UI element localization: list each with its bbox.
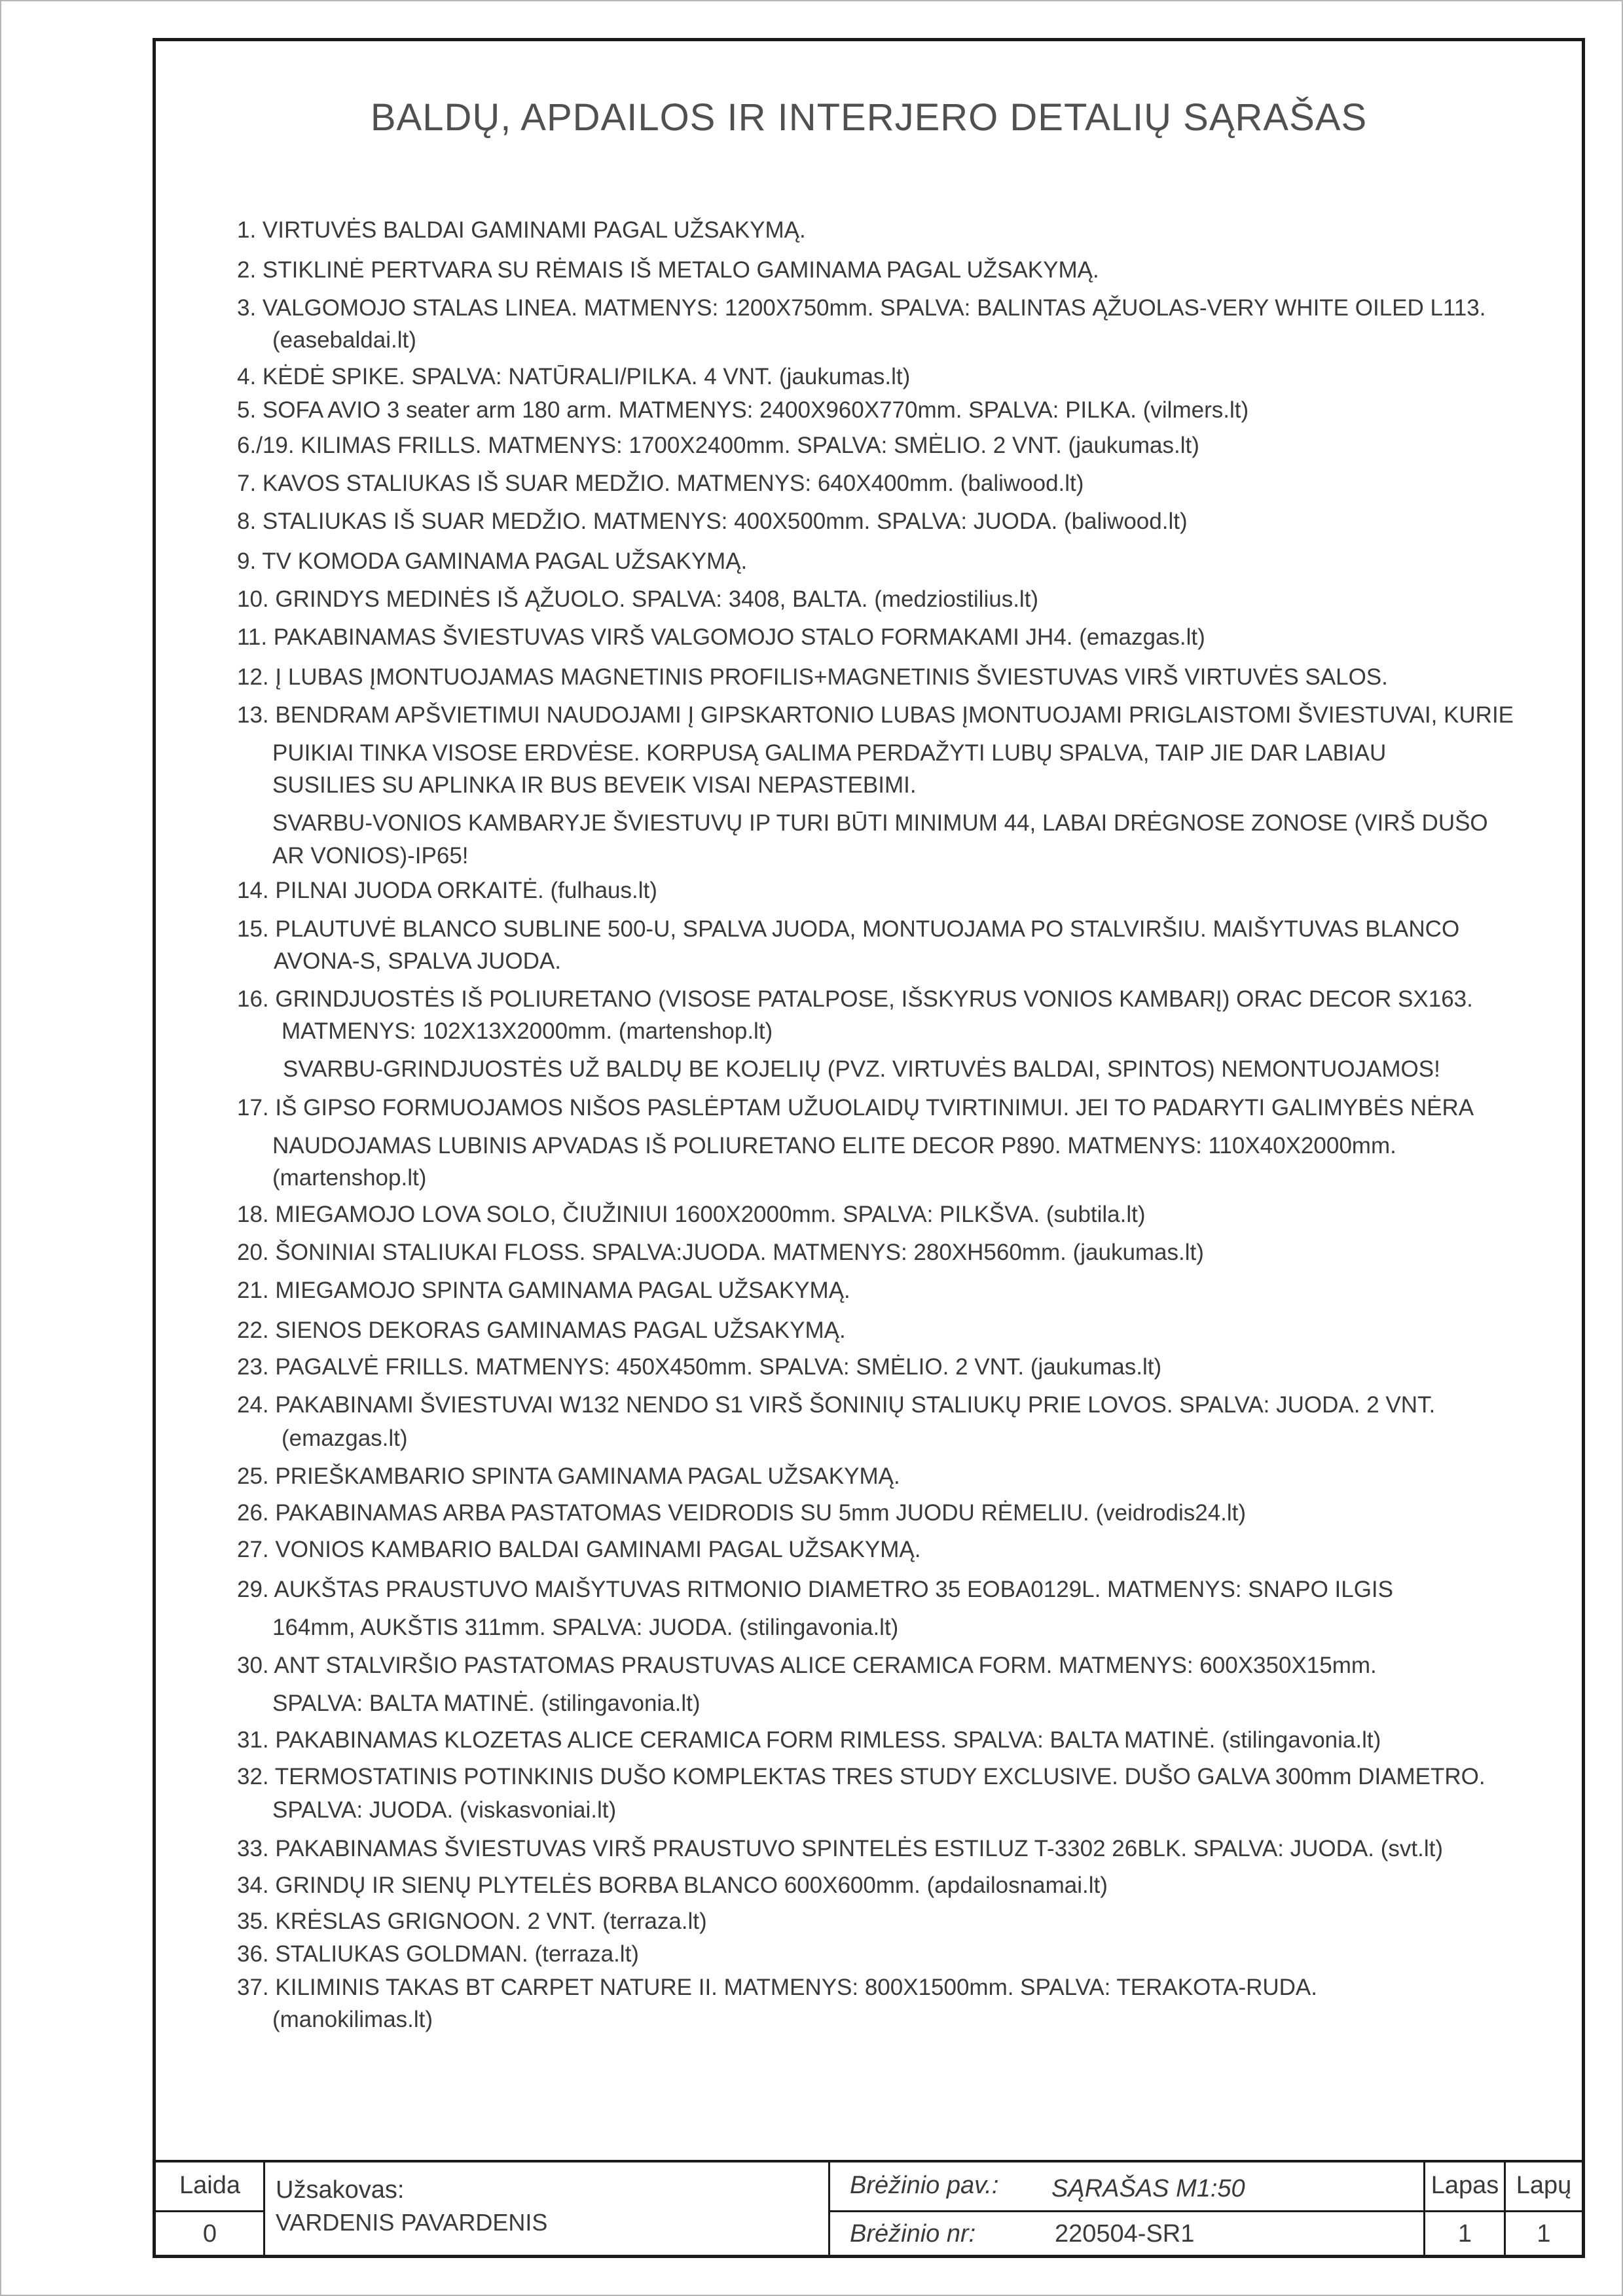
item-3-line-1: 3. VALGOMOJO STALAS LINEA. MATMENYS: 1200X750mm. SPALVA: BALINTAS ĄŽUOLAS-VERY WHITE OILED L113.: [237, 295, 1486, 321]
item-35-line-1: 35. KRĖSLAS GRIGNOON. 2 VNT. (terraza.lt): [237, 1909, 707, 1934]
item-22-line-1: 22. SIENOS DEKORAS GAMINAMAS PAGAL UŽSAKYMĄ.: [237, 1318, 846, 1343]
item-24-line-2: (emazgas.lt): [282, 1426, 408, 1451]
item-1-line-1: 1. VIRTUVĖS BALDAI GAMINAMI PAGAL UŽSAKYMĄ.: [237, 217, 806, 243]
item-2-line-1: 2. STIKLINĖ PERTVARA SU RĖMAIS IŠ METALO GAMINAMA PAGAL UŽSAKYMĄ.: [237, 257, 1099, 283]
item-24-line-1: 24. PAKABINAMI ŠVIESTUVAI W132 NENDO S1 VIRŠ ŠONINIŲ STALIUKŲ PRIE LOVOS. SPALVA: JUODA. 2 VNT.: [237, 1392, 1436, 1418]
item-6-19-line-1: 6./19. KILIMAS FRILLS. MATMENYS: 1700X2400mm. SPALVA: SMĖLIO. 2 VNT. (jaukumas.lt): [237, 433, 1199, 458]
item-11-line-1: 11. PAKABINAMAS ŠVIESTUVAS VIRŠ VALGOMOJO STALO FORMAKAMI JH4. (emazgas.lt): [237, 624, 1205, 650]
item-4-line-1: 4. KĖDĖ SPIKE. SPALVA: NATŪRALI/PILKA. 4 VNT. (jaukumas.lt): [237, 364, 911, 389]
item-23-line-1: 23. PAGALVĖ FRILLS. MATMENYS: 450X450mm. SPALVA: SMĖLIO. 2 VNT. (jaukumas.lt): [237, 1354, 1162, 1380]
item-12-line-1: 12. Į LUBAS ĮMONTUOJAMAS MAGNETINIS PROFILIS+MAGNETINIS ŠVIESTUVAS VIRŠ VIRTUVĖS SALOS.: [237, 664, 1388, 690]
item-16-line-1: 16. GRINDJUOSTĖS IŠ POLIURETANO (VISOSE PATALPOSE, IŠSKYRUS VONIOS KAMBARĮ) ORAC DECOR SX163.: [237, 986, 1473, 1012]
item-21-line-1: 21. MIEGAMOJO SPINTA GAMINAMA PAGAL UŽSAKYMĄ.: [237, 1278, 850, 1303]
sheet-value: 1: [1457, 2220, 1472, 2248]
laida-label: Laida: [179, 2172, 240, 2199]
drawing-name-label: Brėžinio pav.:: [850, 2172, 999, 2199]
item-18-line-1: 18. MIEGAMOJO LOVA SOLO, ČIUŽINIUI 1600X2000mm. SPALVA: PILKŠVA. (subtila.lt): [237, 1202, 1146, 1227]
item-13-line-1: 13. BENDRAM APŠVIETIMUI NAUDOJAMI Į GIPSKARTONIO LUBAS ĮMONTUOJAMI PRIGLAISTOMI ŠVIESTUVAI, KURIE: [237, 702, 1514, 728]
item-29-line-1: 29. AUKŠTAS PRAUSTUVO MAIŠYTUVAS RITMONIO DIAMETRO 35 EOBA0129L. MATMENYS: SNAPO ILGIS: [237, 1577, 1393, 1602]
title-block-mid-line-right: [829, 2210, 1585, 2212]
item-27-line-1: 27. VONIOS KAMBARIO BALDAI GAMINAMI PAGAL UŽSAKYMĄ.: [237, 1537, 921, 1562]
item-33-line-1: 33. PAKABINAMAS ŠVIESTUVAS VIRŠ PRAUSTUVO SPINTELĖS ESTILUZ T-3302 26BLK. SPALVA: JUODA. (svt.lt): [237, 1836, 1443, 1861]
item-31-line-1: 31. PAKABINAMAS KLOZETAS ALICE CERAMICA FORM RIMLESS. SPALVA: BALTA MATINĖ. (stilingavonia.lt): [237, 1727, 1381, 1753]
item-25-line-1: 25. PRIEŠKAMBARIO SPINTA GAMINAMA PAGAL UŽSAKYMĄ.: [237, 1463, 900, 1489]
item-32-line-1: 32. TERMOSTATINIS POTINKINIS DUŠO KOMPLEKTAS TRES STUDY EXCLUSIVE. DUŠO GALVA 300mm DIAMETRO.: [237, 1764, 1486, 1789]
item-8-line-1: 8. STALIUKAS IŠ SUAR MEDŽIO. MATMENYS: 400X500mm. SPALVA: JUODA. (baliwood.lt): [237, 509, 1188, 534]
item-3-line-2: (easebaldai.lt): [272, 327, 416, 353]
title-block-mid-line-left: [153, 2210, 264, 2212]
sheets-total-label: Lapų: [1516, 2172, 1572, 2199]
title-block-top-line: [153, 2160, 1585, 2162]
item-5-line-1: 5. SOFA AVIO 3 seater arm 180 arm. MATMENYS: 2400X960X770mm. SPALVA: PILKA. (vilmers.lt): [237, 397, 1249, 423]
item-13-line-3: SUSILIES SU APLINKA IR BUS BEVEIK VISAI NEPASTEBIMI.: [272, 772, 917, 798]
item-10-line-1: 10. GRINDYS MEDINĖS IŠ ĄŽUOLO. SPALVA: 3408, BALTA. (medziostilius.lt): [237, 586, 1039, 612]
item-29-line-2: 164mm, AUKŠTIS 311mm. SPALVA: JUODA. (stilingavonia.lt): [272, 1615, 899, 1640]
item-15-line-2: AVONA-S, SPALVA JUODA.: [274, 948, 561, 974]
title-block-divider-2: [828, 2161, 830, 2258]
item-13-warning-line-1: SVARBU-VONIOS KAMBARYJE ŠVIESTUVŲ IP TURI BŪTI MINIMUM 44, LABAI DRĖGNOSE ZONOSE (VIRŠ DUŠO: [272, 810, 1488, 836]
item-7-line-1: 7. KAVOS STALIUKAS IŠ SUAR MEDŽIO. MATMENYS: 640X400mm. (baliwood.lt): [237, 471, 1084, 496]
item-17-line-2: NAUDOJAMAS LUBINIS APVADAS IŠ POLIURETANO ELITE DECOR P890. MATMENYS: 110X40X2000mm.: [272, 1133, 1396, 1158]
sheet-label: Lapas: [1431, 2172, 1499, 2199]
item-30-line-2: SPALVA: BALTA MATINĖ. (stilingavonia.lt): [272, 1691, 701, 1716]
item-16-line-2: MATMENYS: 102X13X2000mm. (martenshop.lt): [282, 1018, 773, 1044]
item-32-line-2: SPALVA: JUODA. (viskasvoniai.lt): [272, 1797, 617, 1823]
item-30-line-1: 30. ANT STALVIRŠIO PASTATOMAS PRAUSTUVAS ALICE CERAMICA FORM. MATMENYS: 600X350X15mm.: [237, 1653, 1377, 1678]
drawing-name-value: SĄRAŠAS M1:50: [1051, 2175, 1245, 2202]
item-13-warning-line-2: AR VONIOS)-IP65!: [272, 843, 469, 869]
item-34-line-1: 34. GRINDŲ IR SIENŲ PLYTELĖS BORBA BLANCO 600X600mm. (apdailosnamai.lt): [237, 1873, 1108, 1898]
item-16-warning-line: SVARBU-GRINDJUOSTĖS UŽ BALDŲ BE KOJELIŲ (PVZ. VIRTUVĖS BALDAI, SPINTOS) NEMONTUOJAMOS!: [283, 1056, 1440, 1082]
item-13-line-2: PUIKIAI TINKA VISOSE ERDVĖSE. KORPUSĄ GALIMA PERDAŽYTI LUBŲ SPALVA, TAIP JIE DAR LABIAU: [272, 740, 1387, 766]
item-15-line-1: 15. PLAUTUVĖ BLANCO SUBLINE 500-U, SPALVA JUODA, MONTUOJAMA PO STALVIRŠIU. MAIŠYTUVAS BLANCO: [237, 916, 1460, 942]
sheets-total-value: 1: [1537, 2220, 1551, 2248]
item-26-line-1: 26. PAKABINAMAS ARBA PASTATOMAS VEIDRODIS SU 5mm JUODU RĖMELIU. (veidrodis24.lt): [237, 1500, 1247, 1526]
item-9-line-1: 9. TV KOMODA GAMINAMA PAGAL UŽSAKYMĄ.: [237, 548, 748, 574]
item-17-line-1: 17. IŠ GIPSO FORMUOJAMOS NIŠOS PASLĖPTAM UŽUOLAIDŲ TVIRTINIMUI. JEI TO PADARYTI GALIMYBĖS NĖRA: [237, 1095, 1474, 1121]
customer-value: VARDENIS PAVARDENIS: [276, 2209, 548, 2236]
item-17-line-3: (martenshop.lt): [272, 1165, 427, 1191]
item-36-line-1: 36. STALIUKAS GOLDMAN. (terraza.lt): [237, 1941, 639, 1967]
customer-label: Užsakovas:: [276, 2176, 405, 2204]
item-37-line-2: (manokilimas.lt): [272, 2007, 433, 2032]
sheet-title: BALDŲ, APDAILOS IR INTERJERO DETALIŲ SĄRAŠAS: [370, 96, 1368, 139]
drawing-number-label: Brėžinio nr:: [850, 2220, 976, 2248]
laida-value: 0: [202, 2220, 217, 2248]
item-14-line-1: 14. PILNAI JUODA ORKAITĖ. (fulhaus.lt): [237, 878, 657, 903]
item-20-line-1: 20. ŠONINIAI STALIUKAI FLOSS. SPALVA:JUODA. MATMENYS: 280XH560mm. (jaukumas.lt): [237, 1240, 1204, 1265]
drawing-number-value: 220504-SR1: [1055, 2220, 1195, 2248]
item-37-line-1: 37. KILIMINIS TAKAS BT CARPET NATURE II. MATMENYS: 800X1500mm. SPALVA: TERAKOTA-RUDA.: [237, 1975, 1317, 2000]
